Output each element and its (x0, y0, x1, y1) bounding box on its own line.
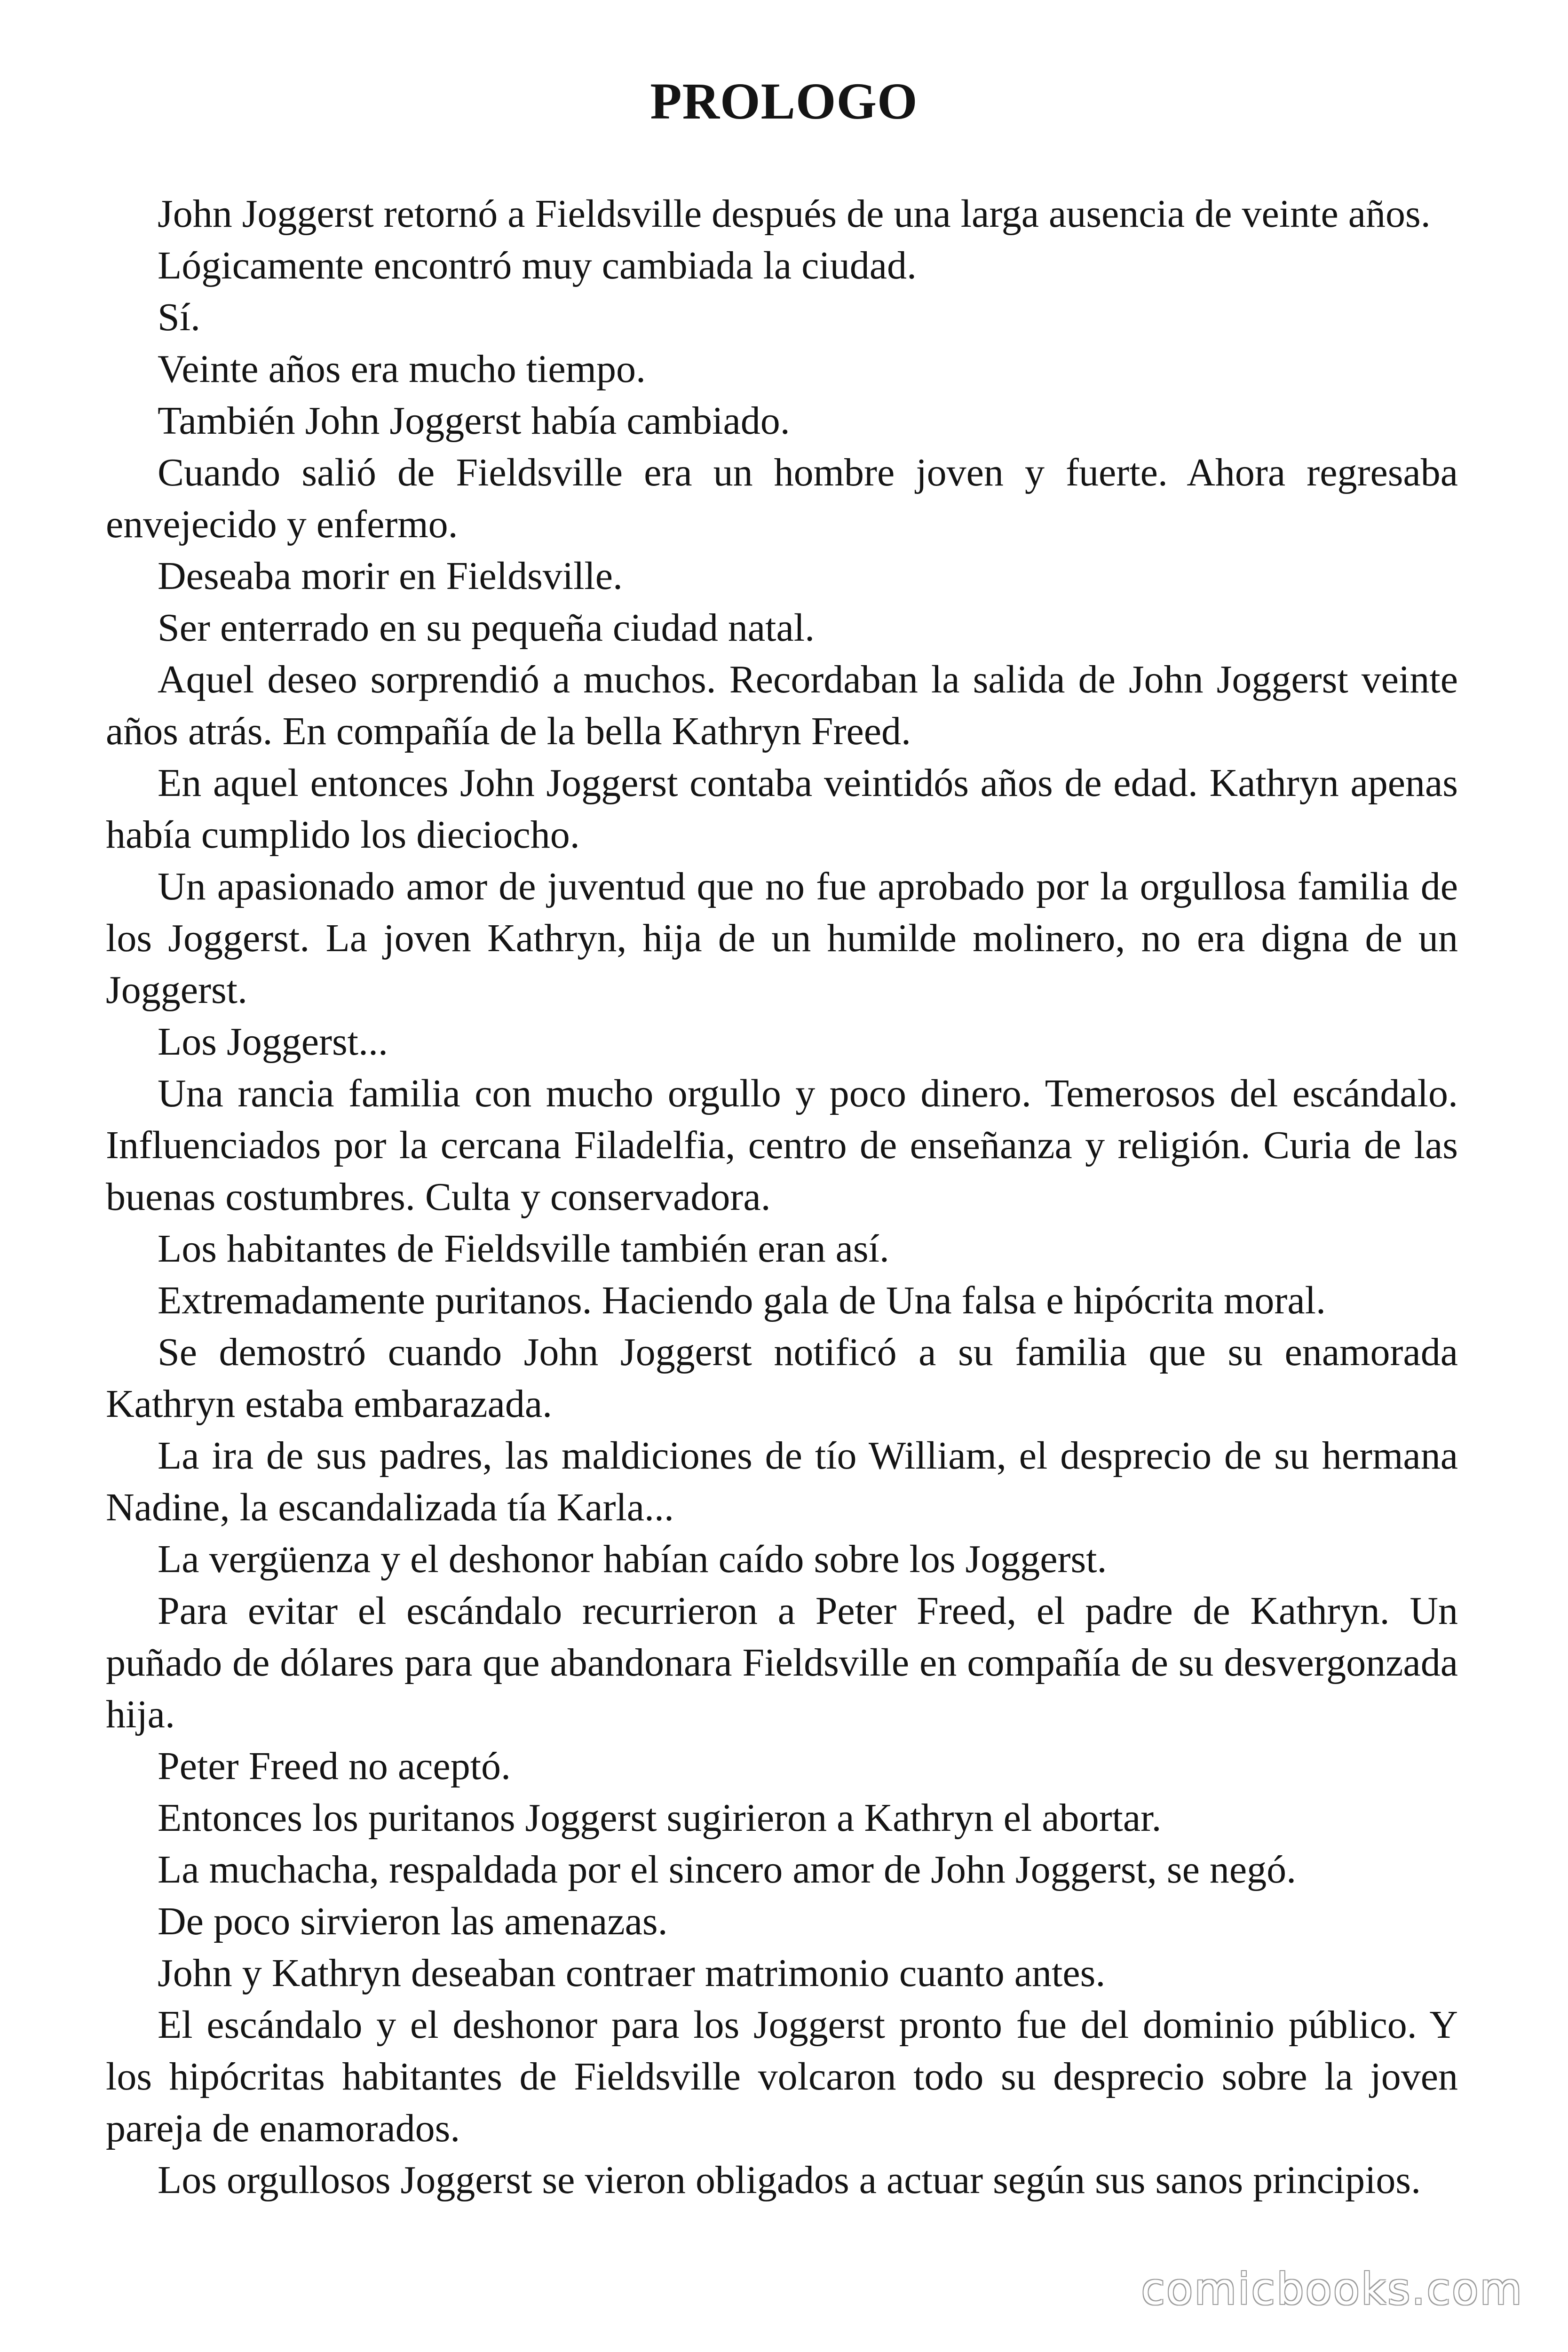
paragraph: Aquel deseo sorprendió a muchos. Recordaban la salida de John Joggerst veinte años atrás. En compañía de la bella Kathryn Freed. (106, 658, 1458, 753)
paragraph: Veinte años era mucho tiempo. (158, 347, 646, 391)
paragraph: Se demostró cuando John Joggerst notificó a su familia que su enamorada Kathryn estaba embarazada. (106, 1330, 1458, 1426)
paragraph: Lógicamente encontró muy cambiada la ciudad. (158, 244, 917, 287)
paragraph: También John Joggerst había cambiado. (158, 399, 790, 443)
paragraph: La ira de sus padres, las maldiciones de tío William, el desprecio de su hermana Nadine, la escandalizada tía Karla... (106, 1434, 1458, 1529)
body-text (106, 188, 1458, 2206)
paragraph: John Joggerst retornó a Fieldsville después de una larga ausencia de veinte años. (158, 192, 1431, 236)
watermark: comicbooks.com (1141, 2264, 1523, 2314)
paragraph: Sí. (158, 295, 201, 339)
paragraph: La vergüenza y el deshonor habían caído sobre los Joggerst. (158, 1537, 1107, 1581)
paragraph: De poco sirvieron las amenazas. (158, 1899, 668, 1943)
paragraph: Extremadamente puritanos. Haciendo gala de Una falsa e hipócrita moral. (158, 1279, 1326, 1322)
paragraph: Un apasionado amor de juventud que no fue aprobado por la orgullosa familia de los Joggerst. La joven Kathryn, hija de un humilde molinero, no era digna de un Joggerst. (106, 865, 1458, 1012)
paragraph: Deseaba morir en Fieldsville. (158, 554, 623, 598)
paragraph: John y Kathryn deseaban contraer matrimonio cuanto antes. (158, 1951, 1106, 1995)
paragraph: Peter Freed no aceptó. (158, 1744, 511, 1788)
paragraph: En aquel entonces John Joggerst contaba veintidós años de edad. Kathryn apenas había cumplido los dieciocho. (106, 761, 1458, 857)
paragraph: La muchacha, respaldada por el sincero amor de John Joggerst, se negó. (158, 1848, 1297, 1891)
paragraph: Para evitar el escándalo recurrieron a Peter Freed, el padre de Kathryn. Un puñado de dólares para que abandonara Fieldsville en compañía de su desvergonzada hija. (106, 1589, 1458, 1736)
paragraph: Cuando salió de Fieldsville era un hombre joven y fuerte. Ahora regresaba envejecido y enfermo. (106, 451, 1458, 546)
paragraph: Una rancia familia con mucho orgullo y poco dinero. Temerosos del escándalo. Influenciados por la cercana Filadelfia, centro de enseñanza y religión. Curia de las buenas costumbres. Culta y conservadora. (106, 1072, 1458, 1219)
paragraph: Los habitantes de Fieldsville también eran así. (158, 1227, 889, 1271)
paragraph: Los Joggerst... (158, 1020, 388, 1064)
chapter-title: PROLOGO (650, 72, 918, 130)
paragraph: El escándalo y el deshonor para los Joggerst pronto fue del dominio público. Y los hipócritas habitantes de Fieldsville volcaron todo su desprecio sobre la joven pareja de enamorados. (106, 2003, 1458, 2150)
paragraph: Entonces los puritanos Joggerst sugirieron a Kathryn el abortar. (158, 1796, 1162, 1840)
paragraph: Los orgullosos Joggerst se vieron obligados a actuar según sus sanos principios. (158, 2158, 1421, 2202)
paragraph: Ser enterrado en su pequeña ciudad natal. (158, 606, 815, 650)
